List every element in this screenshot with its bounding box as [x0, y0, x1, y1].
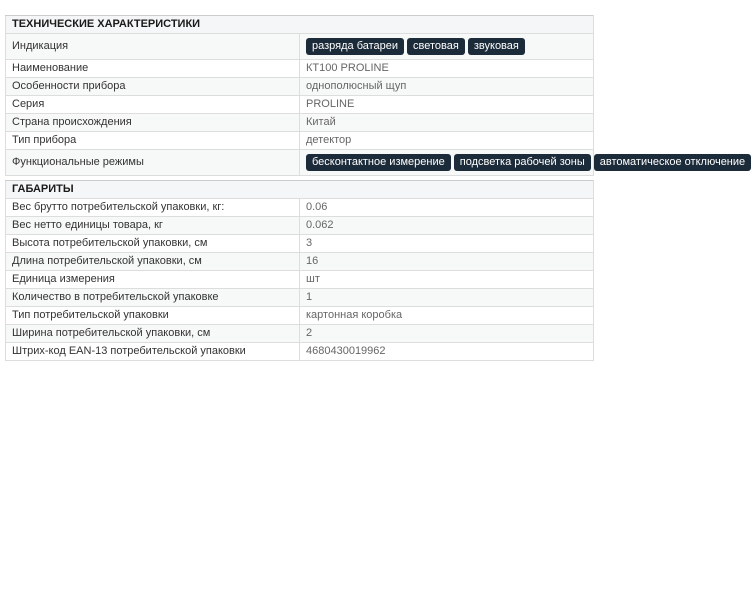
table-row: [6, 114, 594, 132]
row-label: Вес нетто единицы товара, кг: [6, 217, 300, 235]
row-value: PROLINE: [300, 96, 594, 114]
feature-badge[interactable]: подсветка рабочей зоны: [454, 154, 591, 171]
table-row: [6, 343, 594, 361]
row-value: [300, 34, 594, 60]
feature-badge[interactable]: световая: [407, 38, 465, 55]
row-value: 3: [300, 235, 594, 253]
row-label: Тип прибора: [6, 132, 300, 150]
feature-badge[interactable]: звуковая: [468, 38, 525, 55]
table-row: [6, 271, 594, 289]
table-row: [6, 60, 594, 78]
row-label: Единица измерения: [6, 271, 300, 289]
row-value: [300, 150, 746, 176]
section-header-row: [6, 16, 594, 34]
row-label: Тип потребительской упаковки: [6, 307, 300, 325]
row-value: картонная коробка: [300, 307, 594, 325]
table-row: [6, 96, 594, 114]
spec-tables: [5, 15, 746, 365]
row-label: Количество в потребительской упаковке: [6, 289, 300, 307]
table-row: [6, 150, 594, 176]
table-row: [6, 199, 594, 217]
section-header-row: [6, 181, 594, 199]
feature-badge[interactable]: разряда батареи: [306, 38, 404, 55]
row-label: Функциональные режимы: [6, 150, 300, 176]
spec-table: [5, 15, 746, 176]
row-label: Наименование: [6, 60, 300, 78]
row-label: Индикация: [6, 34, 300, 60]
row-value: детектор: [300, 132, 594, 150]
row-label: Длина потребительской упаковки, см: [6, 253, 300, 271]
row-label: Вес брутто потребительской упаковки, кг:: [6, 199, 300, 217]
row-label: Страна происхождения: [6, 114, 300, 132]
row-label: Особенности прибора: [6, 78, 300, 96]
table-row: [6, 325, 594, 343]
feature-badge[interactable]: автоматическое отключение: [594, 154, 751, 171]
feature-badge[interactable]: бесконтактное измерение: [306, 154, 451, 171]
row-value: 1: [300, 289, 594, 307]
row-value: 2: [300, 325, 594, 343]
table-row: [6, 217, 594, 235]
row-label: Серия: [6, 96, 300, 114]
row-value: шт: [300, 271, 594, 289]
row-label: Ширина потребительской упаковки, см: [6, 325, 300, 343]
row-value: 16: [300, 253, 594, 271]
table-row: [6, 132, 594, 150]
table-row: [6, 78, 594, 96]
row-label: Высота потребительской упаковки, см: [6, 235, 300, 253]
row-value: КТ100 PROLINE: [300, 60, 594, 78]
section-title: ТЕХНИЧЕСКИЕ ХАРАКТЕРИСТИКИ: [6, 16, 594, 34]
row-value: Китай: [300, 114, 594, 132]
spec-table: [5, 180, 594, 361]
row-value: однополюсный щуп: [300, 78, 594, 96]
row-value: 0.062: [300, 217, 594, 235]
row-value: 4680430019962: [300, 343, 594, 361]
table-row: [6, 253, 594, 271]
section-title: ГАБАРИТЫ: [6, 181, 594, 199]
table-row: [6, 235, 594, 253]
row-label: Штрих-код EAN-13 потребительской упаковки: [6, 343, 300, 361]
row-value: 0.06: [300, 199, 594, 217]
table-row: [6, 307, 594, 325]
table-row: [6, 34, 594, 60]
table-row: [6, 289, 594, 307]
